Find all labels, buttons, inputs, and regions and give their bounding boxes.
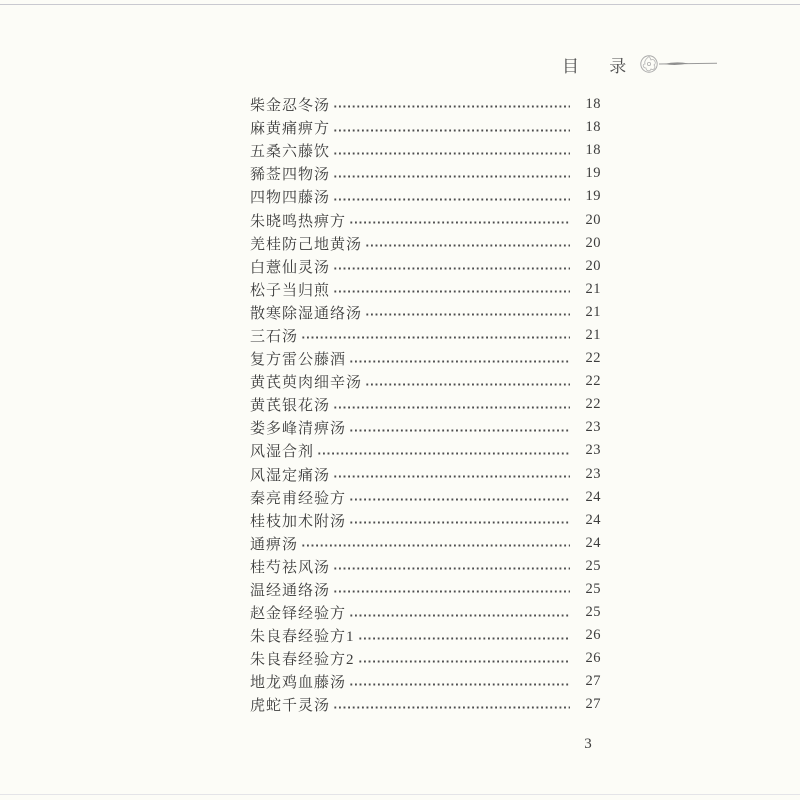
dot-leader (333, 116, 570, 139)
dot-leader (333, 278, 570, 301)
toc-entry (250, 601, 601, 624)
toc-entry (250, 555, 601, 578)
dot-leader (333, 93, 570, 116)
bottom-rule (0, 794, 800, 795)
entry-title: 桂枝加术附汤 (250, 513, 347, 530)
toc-entry (250, 578, 601, 601)
entry-page: 21 (585, 326, 601, 343)
entry-title: 赵金铎经验方 (250, 606, 347, 623)
toc-heading: 目 录 (562, 56, 640, 76)
entry-title: 朱良春经验方2 (250, 652, 355, 669)
entry-page: 23 (585, 419, 601, 436)
entry-title: 白薏仙灵汤 (250, 259, 331, 276)
toc-entry (250, 162, 601, 185)
toc-entry (250, 347, 601, 370)
entry-page: 18 (585, 142, 601, 159)
entry-page: 26 (585, 627, 601, 644)
entry-title: 朱晓鸣热痹方 (250, 213, 347, 230)
entry-title: 朱良春经验方1 (250, 629, 355, 646)
entry-title: 五桑六藤饮 (250, 144, 331, 161)
dot-leader (333, 393, 570, 416)
entry-title: 麻黄痛痹方 (250, 121, 331, 138)
entry-page: 26 (585, 650, 601, 667)
entry-title: 豨莶四物汤 (250, 167, 331, 184)
dot-leader (333, 463, 570, 486)
dot-leader (358, 647, 570, 670)
dot-leader (333, 255, 570, 278)
top-rule (0, 4, 800, 5)
entry-page: 21 (585, 280, 601, 297)
toc-entry (250, 255, 601, 278)
dot-leader (349, 601, 570, 624)
toc-entry (250, 93, 601, 116)
dot-leader (317, 439, 570, 462)
entry-title: 柴金忍冬汤 (250, 98, 331, 115)
entry-page: 24 (585, 511, 601, 528)
entry-title: 羌桂防己地黄汤 (250, 236, 363, 253)
dot-leader (301, 324, 570, 347)
entry-title: 黄芪银花汤 (250, 398, 331, 415)
entry-page: 22 (585, 350, 601, 367)
dot-leader (349, 416, 570, 439)
entry-page: 22 (585, 373, 601, 390)
entry-title: 桂芍祛风汤 (250, 559, 331, 576)
toc-entry (250, 509, 601, 532)
entry-title: 四物四藤汤 (250, 190, 331, 207)
entry-page: 27 (585, 673, 601, 690)
entry-page: 22 (585, 396, 601, 413)
dot-leader (349, 486, 570, 509)
entry-title: 通痹汤 (250, 536, 299, 553)
dot-leader (333, 578, 570, 601)
toc-list (250, 93, 601, 717)
entry-page: 23 (585, 465, 601, 482)
entry-page: 27 (585, 696, 601, 713)
entry-page: 23 (585, 442, 601, 459)
dot-leader (333, 139, 570, 162)
toc-entry (250, 116, 601, 139)
dot-leader (358, 624, 570, 647)
entry-page: 21 (585, 303, 601, 320)
toc-entry (250, 624, 601, 647)
toc-entry (250, 486, 601, 509)
toc-entry (250, 232, 601, 255)
toc-entry (250, 185, 601, 208)
toc-entry (250, 278, 601, 301)
entry-page: 25 (585, 557, 601, 574)
toc-entry (250, 370, 601, 393)
entry-title: 娄多峰清痹汤 (250, 421, 347, 438)
entry-title: 黄芪萸肉细辛汤 (250, 375, 363, 392)
dot-leader (333, 162, 570, 185)
toc-entry (250, 439, 601, 462)
toc-entry (250, 693, 601, 716)
dot-leader (349, 208, 570, 231)
dot-leader (333, 693, 570, 716)
toc-entry (250, 647, 601, 670)
entry-page: 20 (585, 257, 601, 274)
toc-entry (250, 670, 601, 693)
entry-title: 虎蛇千灵汤 (250, 698, 331, 715)
entry-page: 19 (585, 165, 601, 182)
toc-entry (250, 463, 601, 486)
folio-page-number: 3 (584, 736, 592, 752)
toc-entry (250, 139, 601, 162)
entry-title: 散寒除湿通络汤 (250, 305, 363, 322)
entry-title: 温经通络汤 (250, 583, 331, 600)
entry-page: 24 (585, 488, 601, 505)
entry-title: 松子当归煎 (250, 282, 331, 299)
entry-page: 25 (585, 604, 601, 621)
toc-entry (250, 324, 601, 347)
entry-page: 19 (585, 188, 601, 205)
entry-title: 风湿合剂 (250, 444, 315, 461)
dot-leader (365, 370, 570, 393)
dot-leader (349, 347, 570, 370)
entry-page: 25 (585, 581, 601, 598)
entry-title: 地龙鸡血藤汤 (250, 675, 347, 692)
flower-ornament-icon (637, 51, 719, 77)
page-header (562, 51, 719, 77)
entry-page: 18 (585, 119, 601, 136)
toc-entry (250, 416, 601, 439)
dot-leader (333, 555, 570, 578)
dot-leader (333, 185, 570, 208)
entry-title: 秦亮甫经验方 (250, 490, 347, 507)
dot-leader (349, 509, 570, 532)
dot-leader (365, 301, 570, 324)
toc-entry (250, 301, 601, 324)
dot-leader (365, 232, 570, 255)
entry-page: 24 (585, 534, 601, 551)
dot-leader (301, 532, 570, 555)
entry-page: 20 (585, 211, 601, 228)
entry-page: 18 (585, 96, 601, 113)
entry-title: 风湿定痛汤 (250, 467, 331, 484)
dot-leader (349, 670, 570, 693)
entry-title: 三石汤 (250, 328, 299, 345)
toc-entry (250, 208, 601, 231)
entry-title: 复方雷公藤酒 (250, 352, 347, 369)
toc-entry (250, 532, 601, 555)
entry-page: 20 (585, 234, 601, 251)
toc-entry (250, 393, 601, 416)
